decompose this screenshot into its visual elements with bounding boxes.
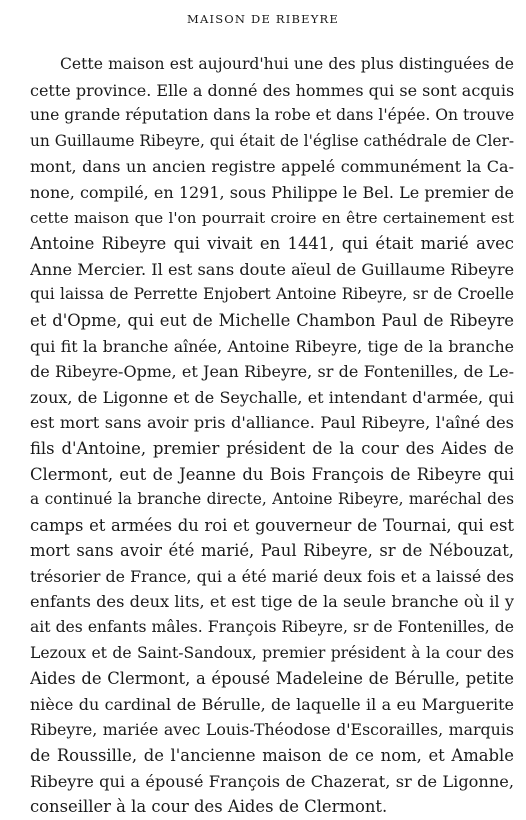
text-line: qui laissa de Perrette Enjobert Antoine Ribeyre, sr de Croelle [30,285,514,304]
text-line: cette maison que l'on pourrait croire en être certainement est [30,208,514,227]
text-line: une grande réputation dans la robe et dans l'épée. On trouve [30,106,514,125]
text-line: de Ribeyre-Opme, et Jean Ribeyre, sr de Fontenilles, de Le- [30,362,514,382]
body-paragraph [30,52,514,820]
text-line: de Roussille, de l'ancienne maison de ce nom, et Amable [30,746,514,766]
text-line: Ribeyre, mariée avec Louis-Théodose d'Escorailles, marquis [30,720,514,740]
text-line: est mort sans avoir pris d'alliance. Paul Ribeyre, l'aîné des [30,413,514,433]
text-line: trésorier de France, qui a été marié deux fois et a laissé des [30,566,514,586]
text-line: conseiller à la cour des Aides de Clermont. [30,797,388,817]
text-line: ait des enfants mâles. François Ribeyre, sr de Fontenilles, de [30,618,514,637]
text-line: un Guillaume Ribeyre, qui était de l'église cathédrale de Cler- [30,131,514,150]
text-line: camps et armées du roi et gouverneur de Tournai, qui est [30,515,514,535]
text-line: Cette maison est aujourd'hui une des plus distinguées de [60,55,514,73]
text-line: mont, dans un ancien registre appelé communément la Ca- [30,157,514,177]
text-line: Aides de Clermont, a épousé Madeleine de Bérulle, petite [30,669,514,689]
running-header: MAISON DE RIBEYRE [186,12,339,26]
text-line: Anne Mercier. Il est sans doute aïeul de Guillaume Ribeyre [30,259,514,279]
text-line: et d'Opme, qui eut de Michelle Chambon Paul de Ribeyre [30,310,514,330]
text-line: zoux, de Ligonne et de Seychalle, et intendant d'armée, qui [30,387,514,407]
text-line: Lezoux et de Saint-Sandoux, premier président à la cour des [30,643,514,662]
text-line: cette province. Elle a donné des hommes qui se sont acquis [30,80,514,100]
text-line: none, compilé, en 1291, sous Philippe le Bel. Le premier de [30,182,514,202]
text-line: mort sans avoir été marié, Paul Ribeyre, sr de Nébouzat, [30,541,514,561]
text-line: Clermont, eut de Jeanne du Bois François de Ribeyre qui [30,464,514,484]
text-line: nièce du cardinal de Bérulle, de laquelle il a eu Marguerite [30,694,514,714]
text-line: a continué la branche directe, Antoine Ribeyre, maréchal des [30,490,514,509]
text-line: enfants des deux lits, et est tige de la seule branche où il y [30,592,514,612]
text-line: Ribeyre qui a épousé François de Chazerat, sr de Ligonne, [30,771,514,791]
text-line: fils d'Antoine, premier président de la cour des Aides de [30,438,514,458]
text-line: qui fit la branche aînée, Antoine Ribeyre, tige de la branche [30,336,514,356]
text-line: Antoine Ribeyre qui vivait en 1441, qui était marié avec [30,234,514,254]
